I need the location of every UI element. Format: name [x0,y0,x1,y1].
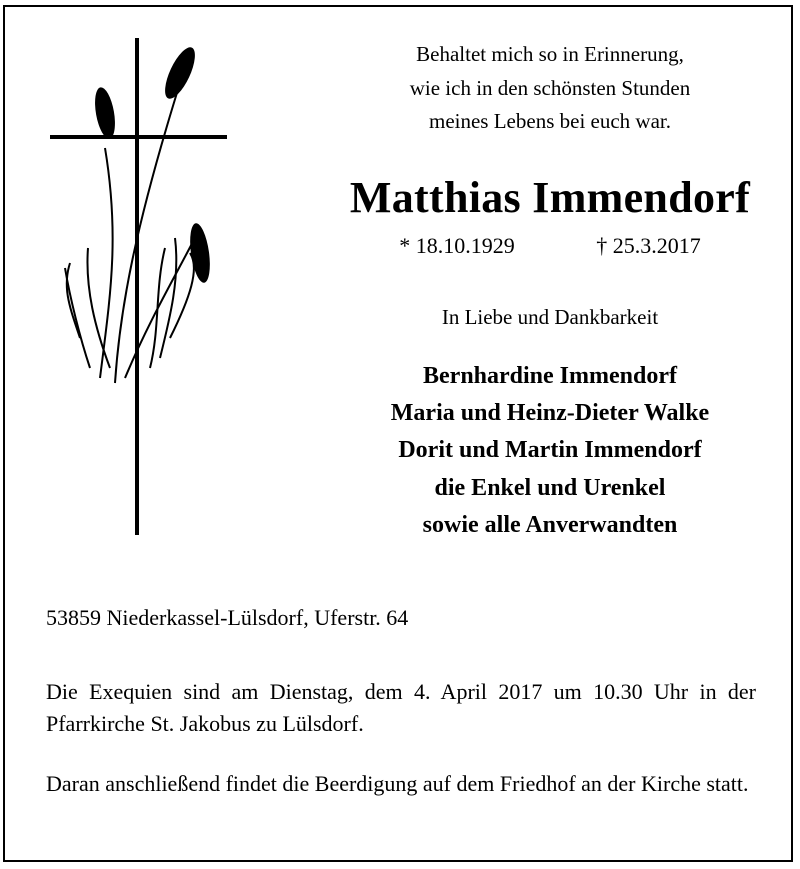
mourners-list [300,358,800,544]
mourner: Bernhardine Immendorf [423,363,677,389]
funeral-mass-info: Die Exequien sind am Dienstag, dem 4. April 2017 um 10.30 Uhr in der Pfarrkirche St. Jakobus zu Lülsdorf. [46,679,756,736]
motto-line: wie ich in den schönsten Stunden [409,75,691,100]
cross-with-wheat-icon [40,38,240,538]
mourner: Maria und Heinz-Dieter Walke [390,400,710,427]
burial-info: Daran anschließend findet die Beerdigung auf dem Friedhof an der Kirche statt. [46,771,749,796]
mourner: die Enkel und Urenkel [434,474,666,501]
deceased-name: Matthias Immendorf [349,173,751,222]
mourner: sowie alle Anverwandten [422,511,678,538]
gratitude-line: In Liebe und Dankbarkeit [441,305,659,329]
motto-verse [300,38,800,139]
birth-date: * 18.10.1929 [399,233,515,258]
motto-line: Behaltet mich so in Erinnerung, [416,42,684,66]
death-date: † 25.3.2017 [596,233,701,258]
address: 53859 Niederkassel-Lülsdorf, Uferstr. 64 [46,605,409,630]
life-dates [300,233,800,259]
motto-line: meines Lebens bei euch war. [429,109,671,134]
mourner: Dorit und Martin Immendorf [398,437,702,464]
